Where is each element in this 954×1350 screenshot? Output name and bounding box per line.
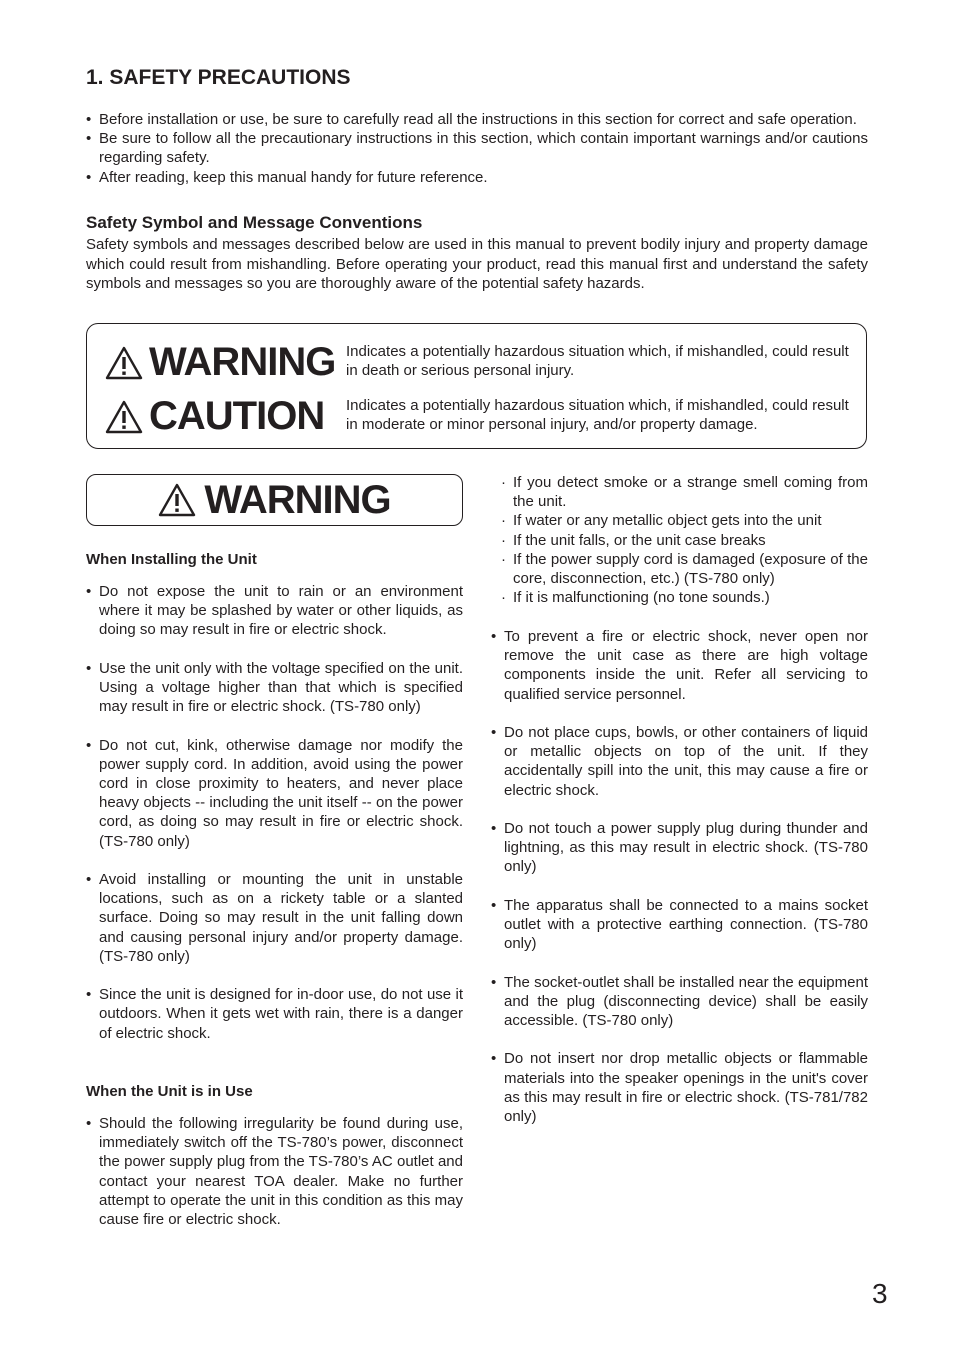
warning-triangle-icon	[105, 346, 143, 380]
list-item: • Avoid installing or mounting the unit in unstable locations, such as on a rickety table or a slanted surface. Doing so may result in the unit falling down and causing personal injury and/or property damage. (TS-780 only)	[86, 870, 463, 966]
caution-description: Indicates a potentially hazardous situation which, if mishandled, could result in moderate or minor personal injury, and/or property damage.	[346, 397, 849, 434]
warning-header-box	[86, 474, 463, 526]
section-title: 1. SAFETY PRECAUTIONS	[86, 66, 351, 89]
installing-heading: When Installing the Unit	[86, 551, 257, 568]
list-item: • Use the unit only with the voltage specified on the unit. Using a voltage higher than that which is specified may result in fire or electric shock. (TS-780 only)	[86, 659, 463, 717]
list-item: • Do not expose the unit to rain or an environment where it may be splashed by water or other liquids, as doing so may result in fire or electric shock.	[86, 582, 463, 640]
warning-label-text: WARNING	[149, 340, 336, 384]
in-use-heading: When the Unit is in Use	[86, 1083, 253, 1100]
caution-symbol-label	[105, 394, 324, 439]
intro-item: • Before installation or use, be sure to carefully read all the instructions in this section for correct and safe operation.	[86, 110, 868, 129]
irregularity-item: · If the unit falls, or the unit case breaks	[500, 531, 868, 550]
warning-symbol-label	[105, 340, 335, 385]
list-item: • Should the following irregularity be found during use, immediately switch off the TS-780’s power, disconnect the power supply plug from the TS-780’s AC outlet and contact your nearest TOA dealer. Make no further attempt to operate the unit in this condition as this may cause fire or electric shock.	[86, 1114, 463, 1229]
intro-item: • Be sure to follow all the precautionary instructions in this section, which contain important warnings and/or cautions regarding safety.	[86, 129, 868, 167]
list-item: • To prevent a fire or electric shock, never open nor remove the unit case as there are high voltage components inside the unit. Refer all servicing to qualified service personnel.	[491, 627, 868, 704]
irregularity-item: · If water or any metallic object gets into the unit	[500, 511, 868, 530]
intro-list	[86, 110, 868, 187]
conventions-heading: Safety Symbol and Message Conventions	[86, 213, 423, 232]
caution-triangle-icon	[105, 400, 143, 434]
installing-list	[86, 582, 463, 1043]
irregularity-item: · If you detect smoke or a strange smell coming from the unit.	[500, 473, 868, 511]
warning-triangle-icon	[158, 483, 196, 517]
conventions-text: Safety symbols and messages described below are used in this manual to prevent bodily injury and property damage which could result from mishandling. Before operating your product, read this manual first and understand the safety symbols and messages so you are thoroughly aware of the potential safety hazards.	[86, 236, 868, 293]
page-number: 3	[872, 1278, 888, 1309]
intro-item: • After reading, keep this manual handy for future reference.	[86, 168, 868, 187]
list-item: • Do not insert nor drop metallic objects or flammable materials into the speaker openings in the unit's cover as this may result in fire or electric shock. (TS-781/782 only)	[491, 1049, 868, 1126]
list-item: • Do not cut, kink, otherwise damage nor modify the power supply cord. In addition, avoid using the power cord in close proximity to heaters, and never place heavy objects -- including the unit itself -- on the power cord, as doing so may result in fire or electric shock. (TS-780 only)	[86, 736, 463, 851]
list-item: • Do not touch a power supply plug during thunder and lightning, as this may result in electric shock. (TS-780 only)	[491, 819, 868, 877]
list-item: • Since the unit is designed for in-door use, do not use it outdoors. When it gets wet with rain, there is a danger of electric shock.	[86, 985, 463, 1043]
warning-list-right	[491, 627, 868, 1126]
warning-header-text: WARNING	[204, 477, 391, 522]
irregularity-list	[500, 473, 868, 607]
list-item: • The socket-outlet shall be installed near the equipment and the plug (disconnecting device) shall be easily accessible. (TS-780 only)	[491, 973, 868, 1031]
warning-header	[158, 478, 390, 523]
irregularity-item: · If the power supply cord is damaged (exposure of the core, disconnection, etc.) (TS-780 only)	[500, 550, 868, 588]
list-item: • The apparatus shall be connected to a mains socket outlet with a protective earthing connection. (TS-780 only)	[491, 896, 868, 954]
irregularity-item: · If it is malfunctioning (no tone sounds.)	[500, 588, 868, 607]
in-use-list	[86, 1114, 463, 1229]
warning-description: Indicates a potentially hazardous situation which, if mishandled, could result in death or serious personal injury.	[346, 343, 849, 380]
caution-label-text: CAUTION	[149, 394, 325, 438]
list-item: • Do not place cups, bowls, or other containers of liquid or metallic objects on top of the unit. If they accidentally spill into the unit, this may cause a fire or electric shock.	[491, 723, 868, 800]
safety-symbol-box	[86, 323, 867, 449]
